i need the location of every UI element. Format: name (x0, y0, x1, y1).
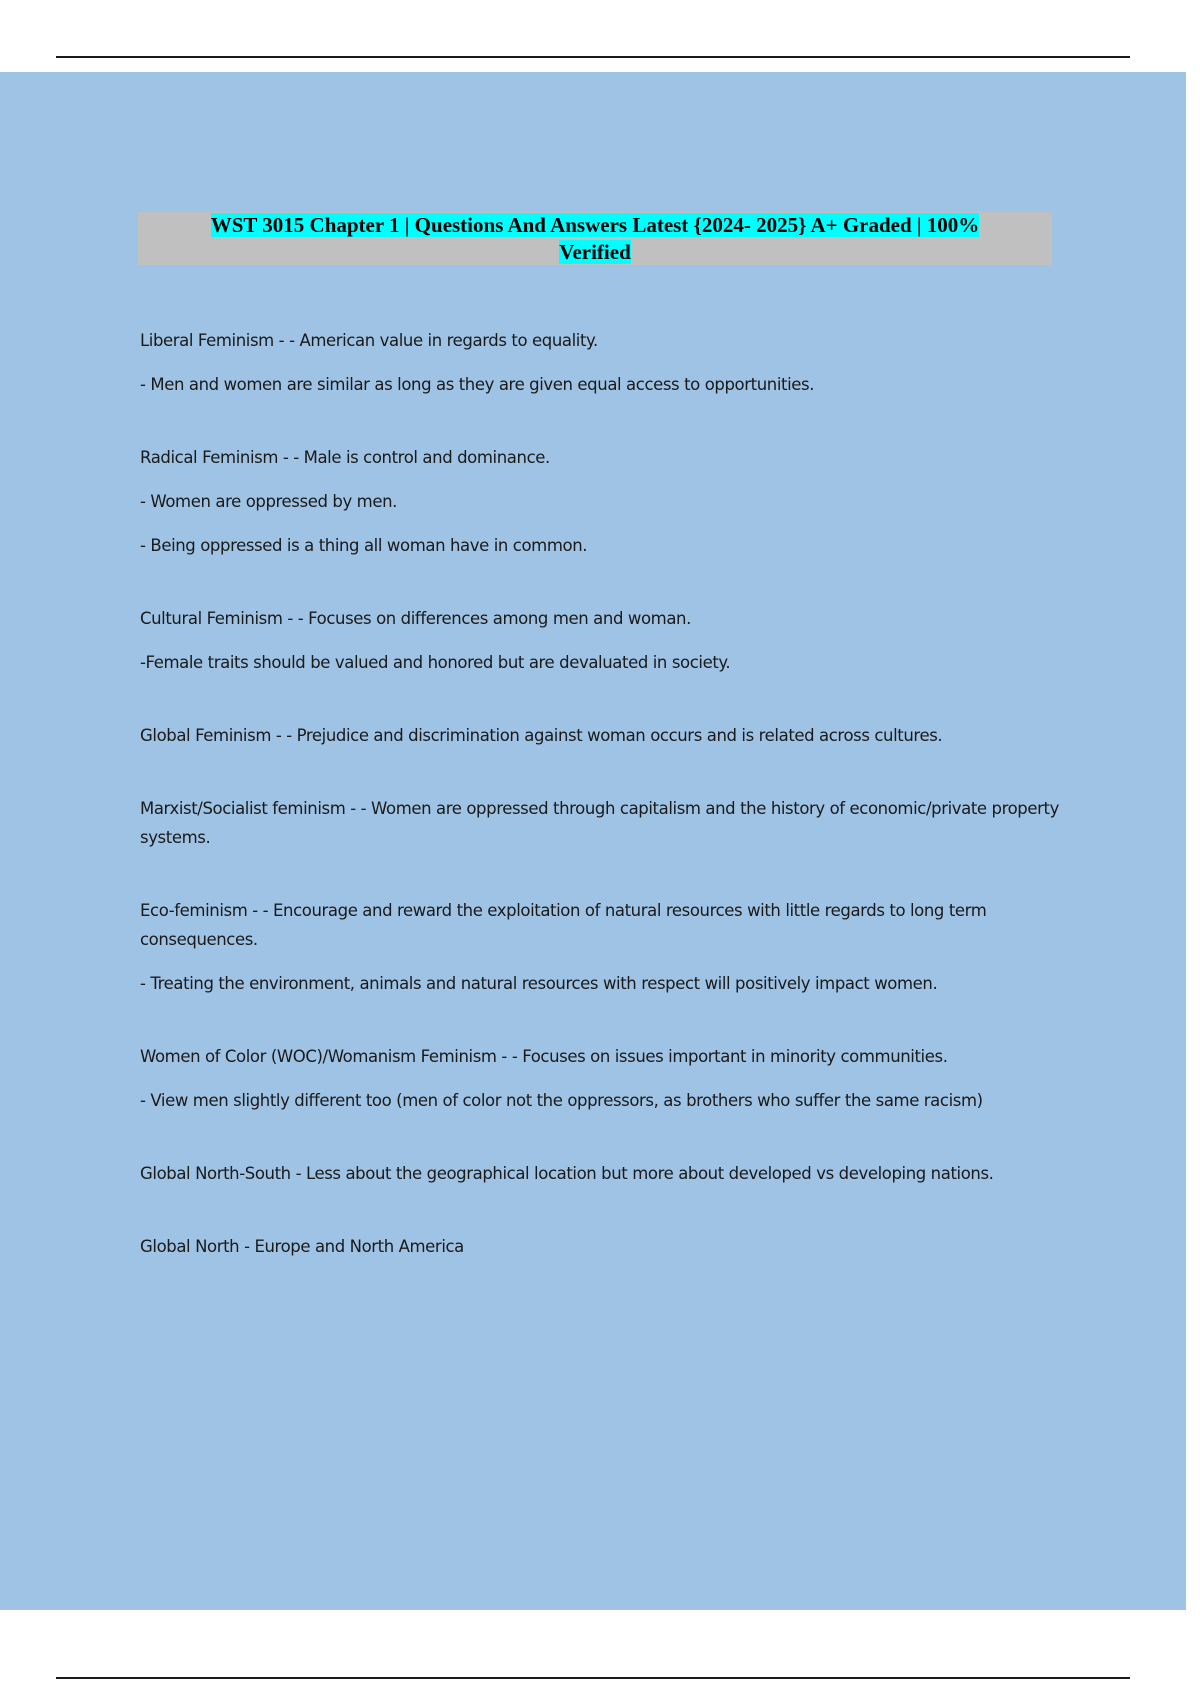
entry-line: - Being oppressed is a thing all woman have in common. (140, 536, 588, 555)
page-panel (0, 72, 1186, 1610)
entry-marxist-socialist-feminism (140, 794, 1060, 852)
entry-line: Global North-South - Less about the geographical location but more about developed vs developing nations. (140, 1164, 994, 1183)
entry-global-north (140, 1232, 1060, 1261)
entry-line: -Female traits should be valued and honored but are devaluated in society. (140, 653, 731, 672)
entry-line: Liberal Feminism - - American value in regards to equality. (140, 331, 598, 350)
entry-cultural-feminism (140, 604, 1060, 677)
title-line-2: Verified (559, 240, 631, 264)
document-title (138, 212, 1052, 265)
header-rule (56, 56, 1130, 58)
entry-line: - Women are oppressed by men. (140, 492, 397, 511)
entry-line: Radical Feminism - - Male is control and dominance. (140, 448, 550, 467)
document-body (140, 326, 1060, 1305)
entry-line: - Men and women are similar as long as they are given equal access to opportunities. (140, 375, 815, 394)
entry-line: Cultural Feminism - - Focuses on differences among men and woman. (140, 609, 691, 628)
entry-line: - Treating the environment, animals and natural resources with respect will positively impact women. (140, 974, 938, 993)
entry-line: Women of Color (WOC)/Womanism Feminism - - Focuses on issues important in minority communities. (140, 1047, 948, 1066)
entry-line: - View men slightly different too (men of color not the oppressors, as brothers who suffer the same racism) (140, 1091, 983, 1110)
entry-global-feminism (140, 721, 1060, 750)
entry-liberal-feminism (140, 326, 1060, 399)
entry-line: Marxist/Socialist feminism - - Women are oppressed through capitalism and the history of economic/private property systems. (140, 799, 1059, 847)
entry-radical-feminism (140, 443, 1060, 560)
footer-rule (56, 1677, 1130, 1679)
entry-global-north-south (140, 1159, 1060, 1188)
entry-woc-womanism-feminism (140, 1042, 1060, 1115)
entry-line: Global North - Europe and North America (140, 1237, 464, 1256)
entry-eco-feminism (140, 896, 1060, 998)
entry-line: Eco-feminism - - Encourage and reward the exploitation of natural resources with little regards to long term consequences. (140, 901, 987, 949)
title-line-1: WST 3015 Chapter 1 | Questions And Answers Latest {2024- 2025} A+ Graded | 100% (210, 213, 980, 237)
entry-line: Global Feminism - - Prejudice and discrimination against woman occurs and is related across cultures. (140, 726, 943, 745)
